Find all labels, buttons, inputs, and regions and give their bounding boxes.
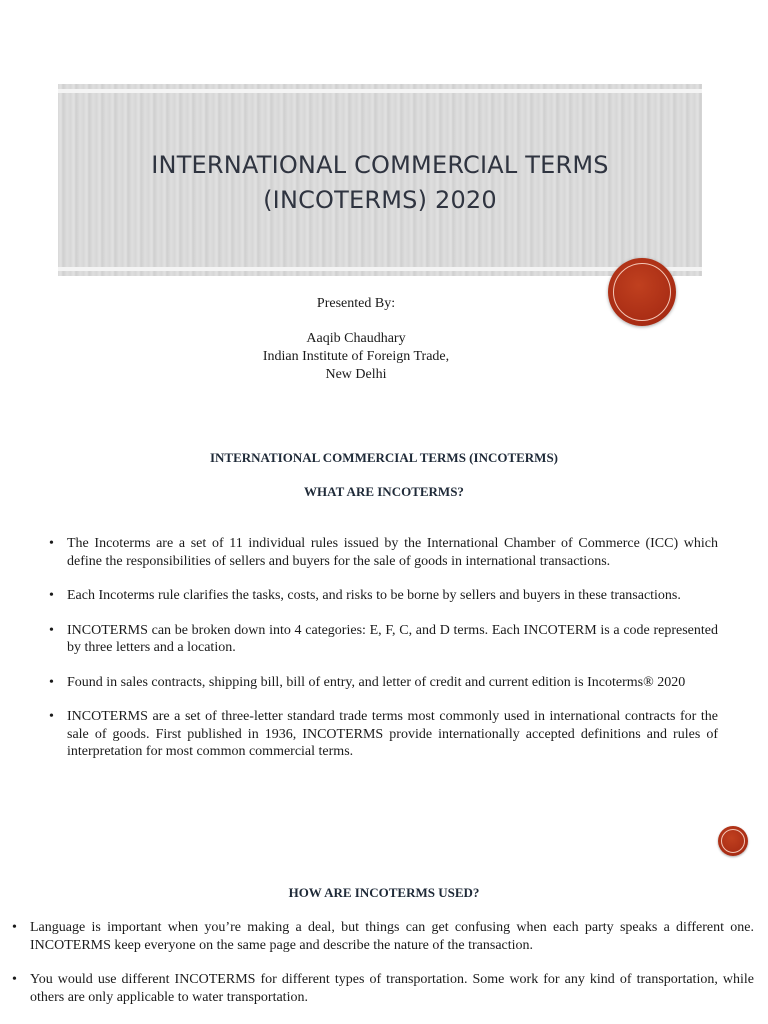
section-subheading: WHAT ARE INCOTERMS? xyxy=(304,484,464,499)
incoterms-definition-list xyxy=(67,535,718,778)
presenter-institute: Indian Institute of Foreign Trade, xyxy=(262,349,450,364)
slide-title-line-2: (INCOTERMS) 2020 xyxy=(263,186,497,214)
presenter-label: Presented By: xyxy=(316,296,396,311)
presenter-block xyxy=(200,295,512,384)
slide-title-line-1: INTERNATIONAL COMMERCIAL TERMS xyxy=(151,151,609,179)
usage-heading: HOW ARE INCOTERMS USED? xyxy=(288,885,480,900)
decorative-circle-icon xyxy=(718,826,748,856)
list-item: • Language is important when you’re making a deal, but things can get confusing when each party speaks a different one. INCOTERMS keep everyone on the same page and describe the nature of the transaction. xyxy=(30,919,754,954)
presenter-spacer xyxy=(200,313,512,330)
decorative-circle-icon xyxy=(608,258,676,326)
incoterms-usage-list xyxy=(30,919,754,1023)
list-item: • INCOTERMS are a set of three-letter standard trade terms most commonly used in international contracts for the sale of goods. First published in 1936, INCOTERMS provide internationally accepted definitions and rules of interpretation for most common commercial terms. xyxy=(67,708,718,761)
section-heading: INTERNATIONAL COMMERCIAL TERMS (INCOTERMS) xyxy=(209,450,559,465)
list-item: • You would use different INCOTERMS for different types of transportation. Some work for any kind of transportation, while others are only applicable to water transportation. xyxy=(30,971,754,1006)
slide-title xyxy=(58,148,702,218)
list-item: • Found in sales contracts, shipping bill, bill of entry, and letter of credit and current edition is Incoterms® 2020 xyxy=(67,674,718,692)
presenter-name: Aaqib Chaudhary xyxy=(306,331,406,346)
list-item: • The Incoterms are a set of 11 individual rules issued by the International Chamber of Commerce (ICC) which define the responsibilities of sellers and buyers for the sale of goods in international transactions. xyxy=(67,535,718,570)
list-item: • INCOTERMS can be broken down into 4 categories: E, F, C, and D terms. Each INCOTERM is a code represented by three letters and a location. xyxy=(67,622,718,657)
presenter-city: New Delhi xyxy=(325,367,387,382)
list-item: • Each Incoterms rule clarifies the tasks, costs, and risks to be borne by sellers and buyers in these transactions. xyxy=(67,587,718,605)
